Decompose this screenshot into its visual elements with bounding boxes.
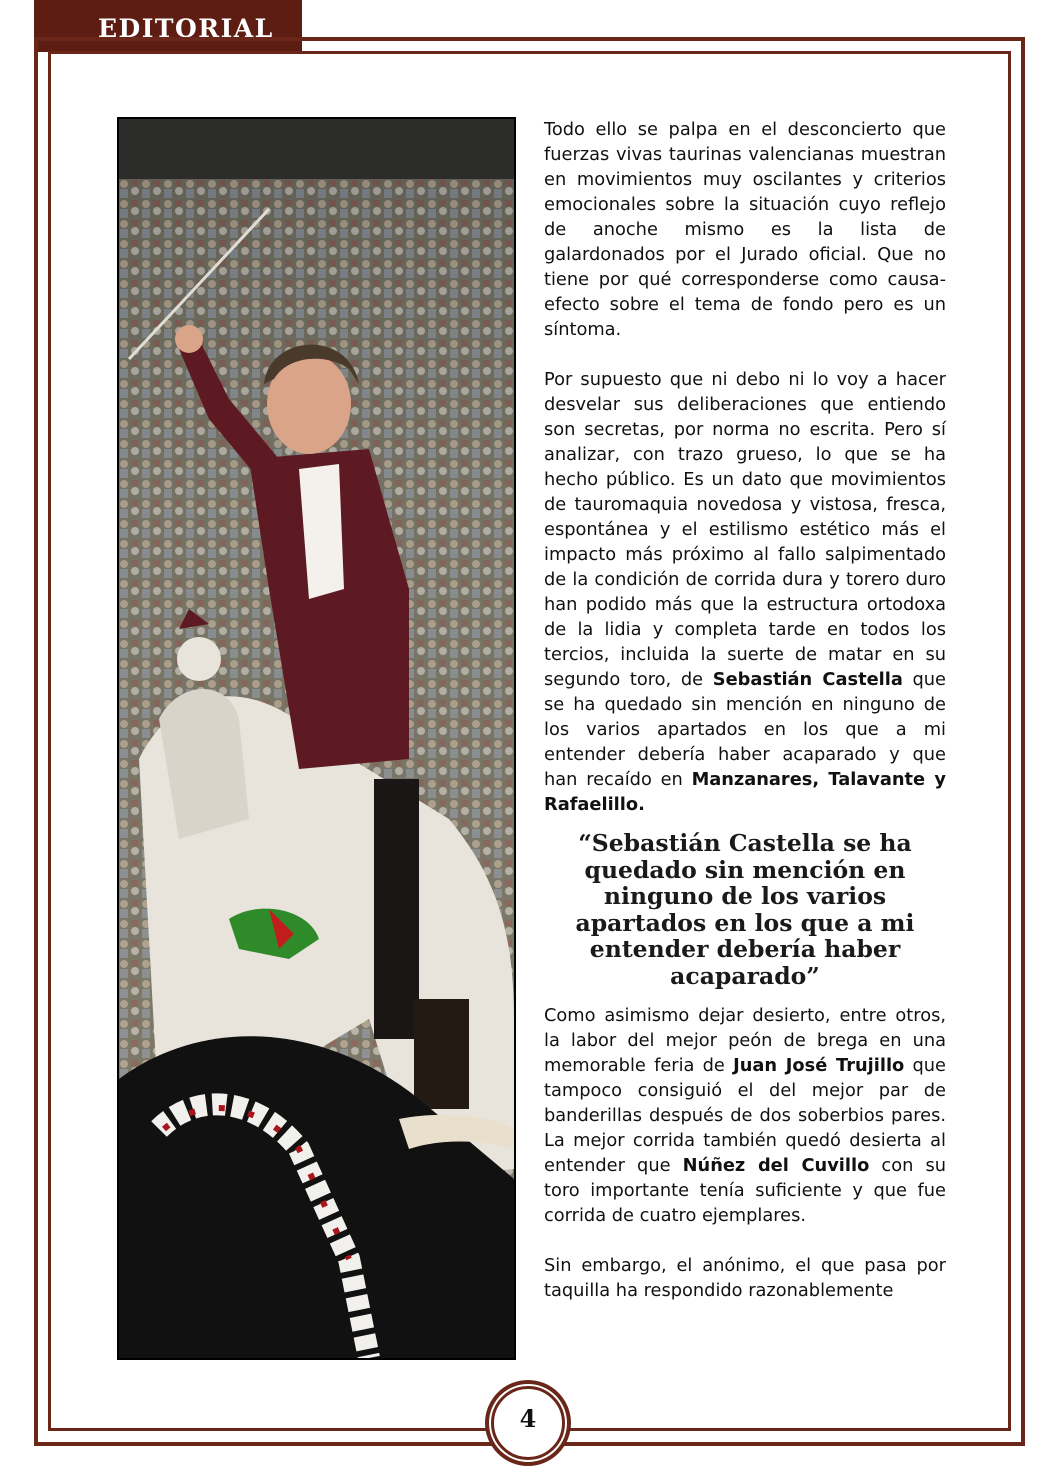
name-juan-jose-trujillo: Juan José Trujillo [733,1055,905,1076]
paragraph-3-text-c: que tampoco consiguió el del mejor par de banderillas después de dos soberbios pares. La mejor corrida también quedó desierta al entender que [544,1055,946,1176]
paragraph-1: Todo ello se palpa en el desconcierto que fuerzas vivas taurinas valencianas muestran en movimientos muy oscilantes y criterios emocionales sobre la situación cuyo reflejo de anoche mismo es la lista de galardonados por el Jurado oficial. Que no tiene por qué corresponderse como causa-efecto sobre el tema de fondo pero es un síntoma. [544,119,946,340]
paragraph-2 [544,367,946,817]
paragraph-3 [544,1003,946,1228]
paragraph-2-text-c: que se ha quedado sin mención en ninguno de los varios apartados en los que a mi entender debería haber acaparado y que han recaído en [544,669,946,790]
article-text-column [544,117,946,1303]
page-number: 4 [519,1404,537,1433]
name-nunez-del-cuvillo: Núñez del Cuvillo [682,1155,870,1176]
photo-illustration [119,119,514,1358]
paragraph-4: Sin embargo, el anónimo, el que pasa por taquilla ha respondido razonablemente [544,1255,946,1301]
name-sebastian-castella: Sebastián Castella [712,669,903,690]
names-awarded: Manzanares, Talavante y Rafaelillo. [544,769,947,815]
paragraph-2-text-a: Por supuesto que ni debo ni lo voy a hacer desvelar sus deliberaciones que entiendo son secretas, por norma no escrita. Pero sí analizar, con trazo grueso, lo que se ha hecho público. Es un dato que movimientos de tauromaquia novedosa y vistosa, fresca, espontánea y el estilismo estético más el impacto más próximo al fallo salpimentado de la condición de corrida dura y torero duro han podido más que la estructura ortodoxa de la lidia y completa tarde en todos los tercios, incluida la suerte de matar en su segundo toro, de [544,369,946,690]
paragraph-3-text-d: con su toro importante tenía suficiente y que fue corrida de cuatro ejemplares. [544,1155,947,1226]
paragraph-3-text-a: Como asimismo dejar desierto, entre otros, la labor del mejor peón de brega en una memorable feria de [544,1005,946,1076]
photo-bullfighter-on-horse [117,117,516,1360]
pull-quote: “Sebastián Castella se ha quedado sin mención en ninguno de los varios apartados en los que a mi entender debería haber acaparado” [575,829,915,990]
section-title: EDITORIAL [98,14,274,43]
